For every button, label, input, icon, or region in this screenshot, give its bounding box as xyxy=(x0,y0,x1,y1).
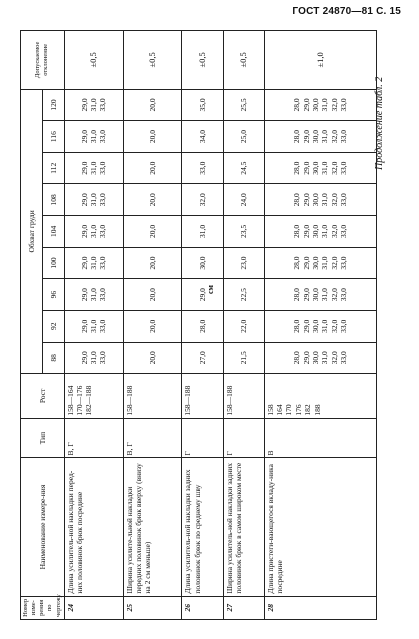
value-cell: 27,0 xyxy=(182,342,223,374)
size-header: 120 xyxy=(42,89,64,121)
measurements-table xyxy=(20,30,377,620)
value-cell: 25,0 xyxy=(223,121,264,153)
value-cell: 20,0 xyxy=(123,216,182,248)
height-cell: 158—188 xyxy=(182,374,223,418)
height-cell: 158 164 170 176 182 188 xyxy=(264,374,376,418)
value-cell: 20,0 xyxy=(123,247,182,279)
size-header: 88 xyxy=(42,342,64,374)
value-cell: 28,0 29,0 30,0 31,0 32,0 33,0 xyxy=(264,216,376,248)
value-cell: 29,0 31,0 33,0 xyxy=(64,89,123,121)
col-height-header: Рост xyxy=(21,374,65,418)
size-header: 92 xyxy=(42,310,64,342)
value-cell: 29,0 31,0 33,0 xyxy=(64,342,123,374)
tolerance-cell: ±0,5 xyxy=(64,31,123,90)
value-cell: 30,0 xyxy=(182,247,223,279)
height-cell: 158—188 xyxy=(123,374,182,418)
value-cell: 31,0 xyxy=(182,216,223,248)
value-cell: 23,5 xyxy=(223,216,264,248)
tolerance-cell: ±1,0 xyxy=(264,31,376,90)
value-cell: 22,0 xyxy=(223,310,264,342)
table-continuation-title: Продолжение табл. 2 xyxy=(374,76,385,170)
header-row xyxy=(21,31,43,620)
value-cell: 28,0 29,0 30,0 31,0 32,0 33,0 xyxy=(264,342,376,374)
type-cell: В, Г xyxy=(123,418,182,458)
value-cell: 20,0 xyxy=(123,310,182,342)
col-tolerance-header: Допускаемое отклонение xyxy=(21,31,65,90)
value-cell: 28,0 29,0 30,0 31,0 32,0 33,0 xyxy=(264,310,376,342)
type-cell: В, Г xyxy=(64,418,123,458)
row-number: 26 xyxy=(182,596,223,619)
tolerance-cell: ±0,5 xyxy=(123,31,182,90)
value-cell: 20,0 xyxy=(123,121,182,153)
page-header: ГОСТ 24870—81 С. 15 xyxy=(292,6,401,17)
value-cell: 29,0 31,0 33,0 xyxy=(64,310,123,342)
value-cell: 28,0 29,0 30,0 31,0 32,0 33,0 xyxy=(264,121,376,153)
table-row xyxy=(223,31,264,620)
value-cell: 24,0 xyxy=(223,184,264,216)
table-row xyxy=(264,31,376,620)
col-girth-header: Обхват груди xyxy=(21,89,43,374)
value-cell: 29,0 31,0 33,0 xyxy=(64,152,123,184)
value-cell: 28,0 29,0 30,0 31,0 32,0 33,0 xyxy=(264,184,376,216)
size-header: 108 xyxy=(42,184,64,216)
row-number: 27 xyxy=(223,596,264,619)
measurement-name: Длина усилитель-ной накладки задних половинок брюк по среднему шву xyxy=(182,458,223,596)
table-row xyxy=(182,31,223,620)
measurement-name: Ширина усилите-льной накладки передних половинок брюк вверху (внизу на 2 см меньше) xyxy=(123,458,182,596)
size-header: 112 xyxy=(42,152,64,184)
size-header: 116 xyxy=(42,121,64,153)
value-cell: 20,0 xyxy=(123,184,182,216)
value-cell: 29,0 31,0 33,0 xyxy=(64,247,123,279)
value-cell: 35,0 xyxy=(182,89,223,121)
type-cell: Г xyxy=(182,418,223,458)
value-cell: 28,0 xyxy=(182,310,223,342)
value-cell: 22,5 xyxy=(223,279,264,311)
measurement-name: Длина усилитель-ной накладки перед-них половинок брюк посредине xyxy=(64,458,123,596)
tolerance-cell: ±0,5 xyxy=(182,31,223,90)
row-number: 25 xyxy=(123,596,182,619)
value-cell: 20,0 xyxy=(123,342,182,374)
value-cell: 20,0 xyxy=(123,279,182,311)
value-cell: 33,0 xyxy=(182,152,223,184)
value-cell: 23,0 xyxy=(223,247,264,279)
height-cell: 158—188 xyxy=(223,374,264,418)
value-cell: 24,5 xyxy=(223,152,264,184)
value-cell: 28,0 29,0 30,0 31,0 32,0 33,0 xyxy=(264,152,376,184)
value-cell: 20,0 xyxy=(123,152,182,184)
value-cell: 29,0 31,0 33,0 xyxy=(64,216,123,248)
value-cell: 25,5 xyxy=(223,89,264,121)
tolerance-cell: ±0,5 xyxy=(223,31,264,90)
type-cell: Г xyxy=(223,418,264,458)
col-type-header: Тип xyxy=(21,418,65,458)
value-cell: 21,5 xyxy=(223,342,264,374)
value-cell: 29,0 31,0 33,0 xyxy=(64,121,123,153)
measurement-name: Длина пристеги-вающегося вкладу-ника посредине xyxy=(264,458,376,596)
value-cell: 28,0 29,0 30,0 31,0 32,0 33,0 xyxy=(264,279,376,311)
col-name-header: Наименование измере-ния xyxy=(21,458,65,596)
row-number: 24 xyxy=(64,596,123,619)
table-row xyxy=(64,31,123,620)
value-cell: 29,0 31,0 33,0 xyxy=(64,279,123,311)
row-number: 28 xyxy=(264,596,376,619)
measurement-name: Ширина усилитель-ной накладки задних половинок брюк в самом широком месте xyxy=(223,458,264,596)
height-cell: 158—164 170—176 182—188 xyxy=(64,374,123,418)
size-header: 100 xyxy=(42,247,64,279)
col-num-header: Номер изме-рения по чертежу xyxy=(21,596,65,619)
unit-label: см xyxy=(206,285,215,294)
table-row xyxy=(123,31,182,620)
value-cell: 29,0 31,0 33,0 xyxy=(64,184,123,216)
value-cell: 32,0 xyxy=(182,184,223,216)
value-cell: 34,0 xyxy=(182,121,223,153)
value-cell: 28,0 29,0 30,0 31,0 32,0 33,0 xyxy=(264,247,376,279)
value-cell: 20,0 xyxy=(123,89,182,121)
value-cell: 29,0 xyxy=(182,279,223,311)
type-cell: В xyxy=(264,418,376,458)
value-cell: 28,0 29,0 30,0 31,0 32,0 33,0 xyxy=(264,89,376,121)
size-header: 104 xyxy=(42,216,64,248)
rotated-table-stage xyxy=(20,30,358,620)
size-header: 96 xyxy=(42,279,64,311)
